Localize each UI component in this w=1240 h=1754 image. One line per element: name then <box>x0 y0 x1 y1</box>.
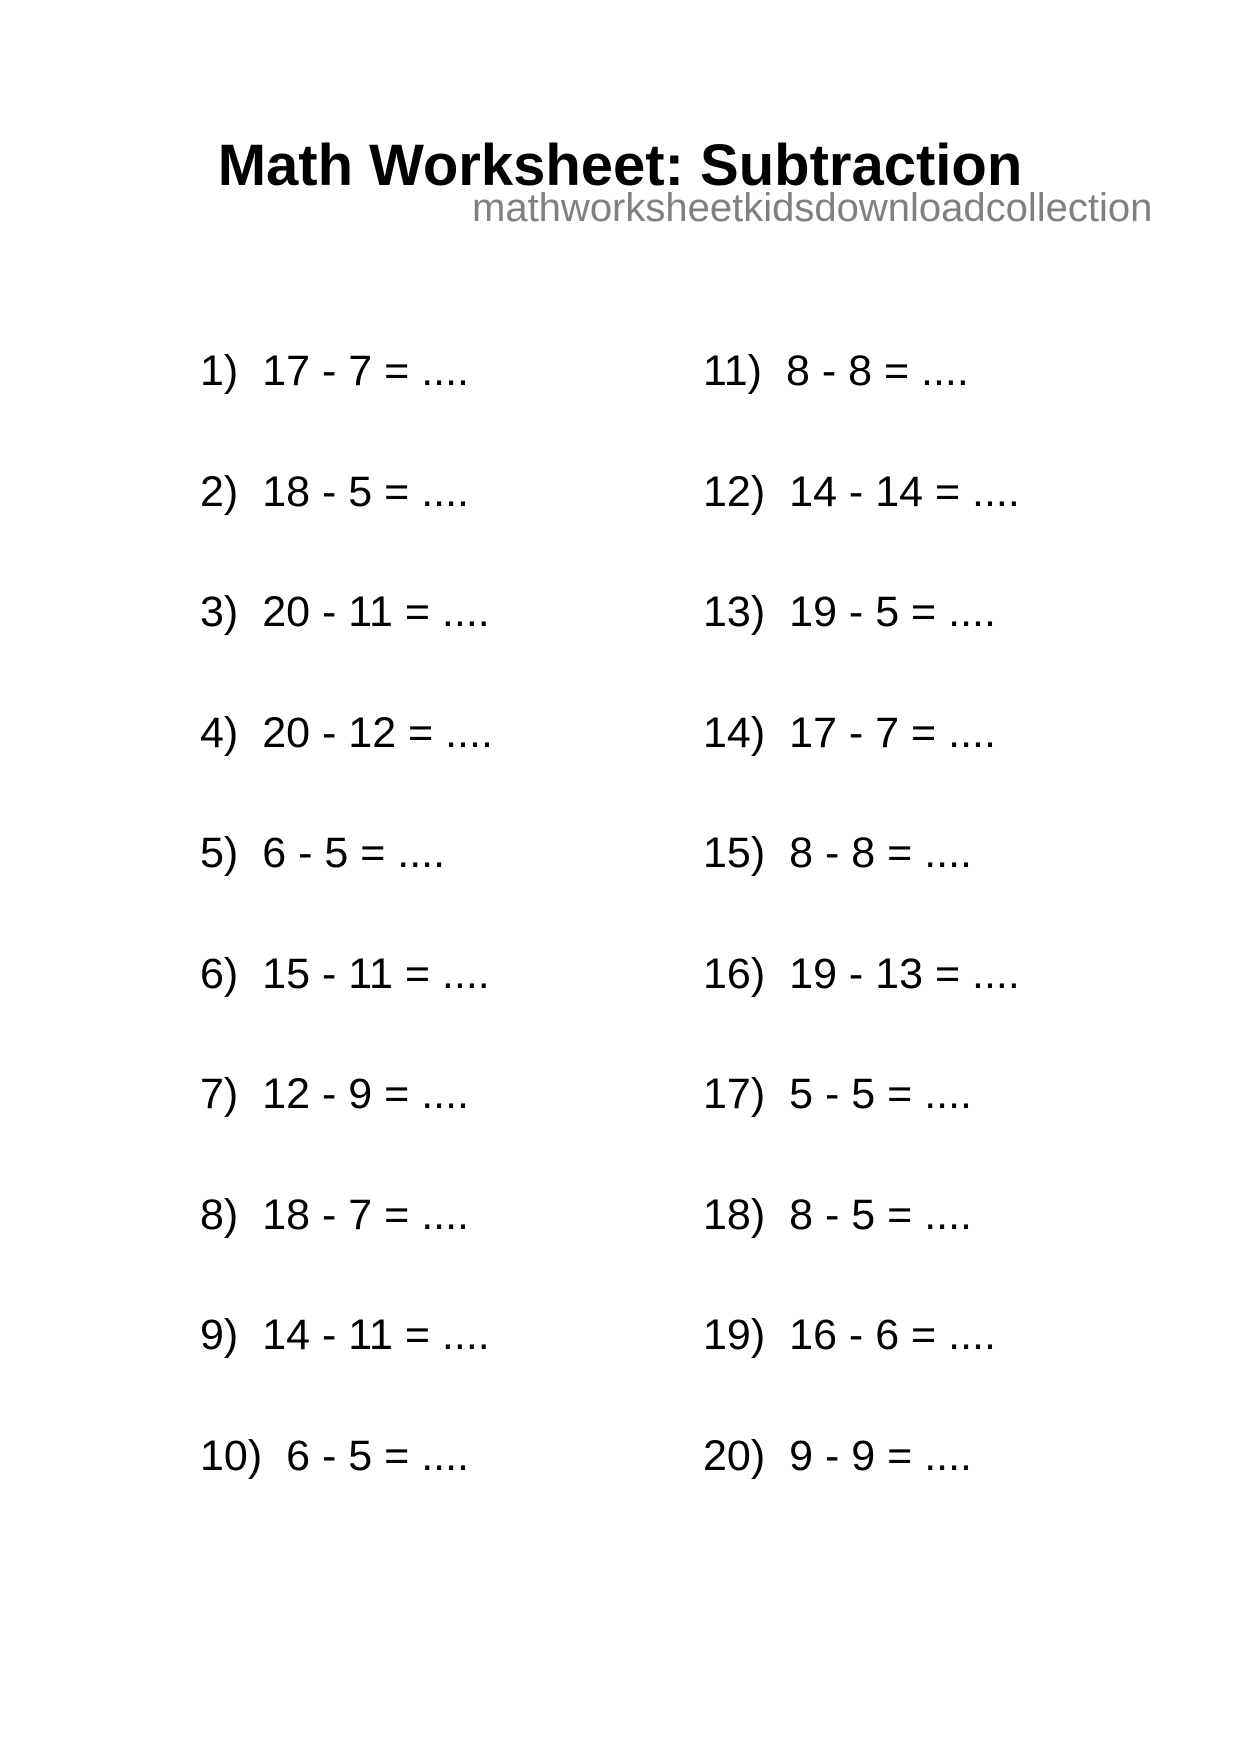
problem-number: 14) <box>703 708 766 757</box>
problem-number: 16) <box>703 949 766 998</box>
problem-18 <box>703 1190 1020 1315</box>
problem-15 <box>703 829 1020 953</box>
page-title: Math Worksheet: Subtraction <box>217 132 1023 198</box>
problem-13 <box>703 588 1020 712</box>
problem-11 <box>703 347 1020 471</box>
problem-expression: 17 - 7 = .... <box>262 347 469 395</box>
problem-expression: 20 - 12 = .... <box>262 708 493 757</box>
problem-number: 6) <box>200 949 239 998</box>
problem-6 <box>200 949 493 1074</box>
problem-number: 7) <box>200 1070 239 1118</box>
problem-number: 17) <box>703 1070 766 1118</box>
problem-19 <box>703 1311 1020 1435</box>
problem-17 <box>703 1070 1020 1194</box>
problem-number: 12) <box>703 467 766 516</box>
problem-4 <box>200 708 493 833</box>
problem-16 <box>703 949 1020 1074</box>
problem-number: 5) <box>200 829 239 877</box>
problem-expression: 6 - 5 = .... <box>286 1431 469 1480</box>
problem-5 <box>200 829 493 953</box>
problem-7 <box>200 1070 493 1194</box>
problem-expression: 18 - 7 = .... <box>262 1190 469 1239</box>
problem-number: 15) <box>703 829 766 877</box>
problem-expression: 14 - 11 = .... <box>262 1311 490 1359</box>
problem-number: 19) <box>703 1311 766 1359</box>
problem-number: 1) <box>200 347 239 395</box>
problem-expression: 19 - 13 = .... <box>789 949 1020 998</box>
problem-expression: 20 - 11 = .... <box>262 588 490 636</box>
problem-3 <box>200 588 493 712</box>
problem-number: 3) <box>200 588 239 636</box>
problem-8 <box>200 1190 493 1315</box>
problem-expression: 19 - 5 = .... <box>789 588 996 636</box>
problem-number: 10) <box>200 1431 263 1480</box>
problem-number: 20) <box>703 1431 766 1480</box>
source-watermark: mathworksheetkidsdownloadcollection <box>472 186 1153 230</box>
problem-expression: 8 - 5 = .... <box>789 1190 972 1239</box>
problem-expression: 16 - 6 = .... <box>789 1311 996 1359</box>
problem-expression: 9 - 9 = .... <box>789 1431 972 1480</box>
problem-2 <box>200 467 493 592</box>
problem-expression: 5 - 5 = .... <box>789 1070 972 1118</box>
problems-left-column <box>200 347 493 1555</box>
problem-number: 18) <box>703 1190 766 1239</box>
problem-expression: 8 - 8 = .... <box>785 347 969 395</box>
problem-number: 9) <box>200 1311 239 1359</box>
problem-expression: 6 - 5 = .... <box>262 829 446 877</box>
problem-1 <box>200 347 493 471</box>
problem-expression: 12 - 9 = .... <box>262 1070 469 1118</box>
problem-expression: 8 - 8 = .... <box>789 829 972 877</box>
problem-20 <box>703 1431 1020 1556</box>
problem-12 <box>703 467 1020 592</box>
problem-number: 4) <box>200 708 239 757</box>
problem-number: 11) <box>703 347 762 395</box>
problem-10 <box>200 1431 493 1556</box>
problem-number: 13) <box>703 588 766 636</box>
problem-expression: 15 - 11 = .... <box>262 949 490 998</box>
problems-right-column <box>703 347 1020 1555</box>
problem-number: 2) <box>200 467 239 516</box>
problem-expression: 18 - 5 = .... <box>262 467 469 516</box>
problem-14 <box>703 708 1020 833</box>
problem-number: 8) <box>200 1190 239 1239</box>
problem-expression: 14 - 14 = .... <box>789 467 1020 516</box>
problem-expression: 17 - 7 = .... <box>789 708 996 757</box>
problem-9 <box>200 1311 493 1435</box>
